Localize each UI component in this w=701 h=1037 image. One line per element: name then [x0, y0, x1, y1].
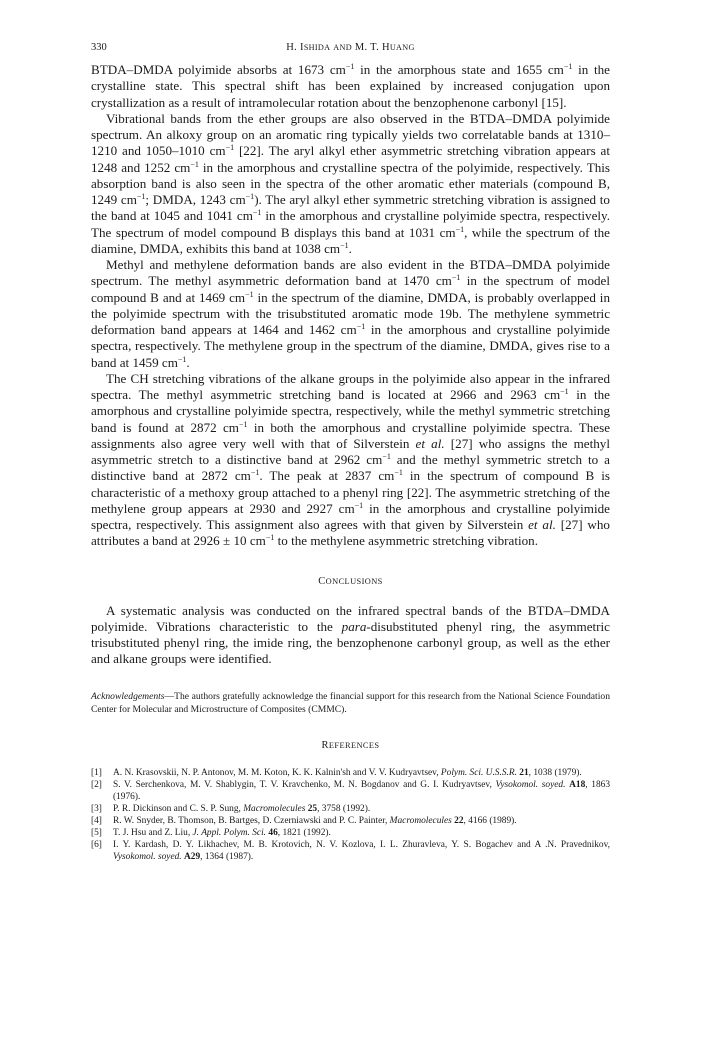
reference-text: T. J. Hsu and Z. Liu, J. Appl. Polym. Sci. 46, 1821 (1992).	[113, 827, 331, 838]
reference-item	[91, 827, 610, 839]
reference-number: [2]	[91, 779, 102, 790]
reference-list	[91, 767, 610, 863]
reference-number: [1]	[91, 767, 102, 778]
reference-number: [3]	[91, 803, 102, 814]
reference-item	[91, 779, 610, 803]
reference-text: S. V. Serchenkova, M. V. Shablygin, T. V. Kravchenko, M. N. Bogdanov and G. I. Kudryavtsev, Vysokomol. soyed. A18, 1863 (1976).	[113, 779, 611, 802]
reference-item	[91, 839, 610, 863]
reference-item	[91, 803, 610, 815]
acknowledgements: Acknowledgements—The authors gratefully acknowledge the financial support for this research from the National Science Foundation Center for Molecular and Microstructure of Composites (CMMC).	[91, 690, 610, 715]
reference-text: I. Y. Kardash, D. Y. Likhachev, M. B. Krotovich, N. V. Kozlova, I. L. Zhuravleva, Y. S. Bogachev and A .N. Pravednikov, Vysokomol. soyed. A29, 1364 (1987).	[113, 839, 610, 862]
conclusions-section	[91, 603, 610, 668]
paragraph: Methyl and methylene deformation bands are also evident in the BTDA–DMDA polyimide spectrum. The methyl asymmetric deformation band at 1470 $cm^{-1}$ in the spectrum of model compound B and at 1469 $cm^{-1}$ in the spectrum of the diamine, DMDA, is probably overlapped in the polyimide spectrum with the trisubstituted aromatic mode 19b. The methylene symmetric deformation band appears at 1464 and 1462 $cm^{-1}$ in the amorphous and crystalline polyimide spectra, respectively. The methylene group in the spectrum of the diamine, DMDA, gives rise to a band at 1459 $cm^{-1}$.	[91, 257, 610, 370]
paragraph: BTDA–DMDA polyimide absorbs at 1673 $cm^{-1}$ in the amorphous state and 1655 $cm^{-1}$ in the crystalline state. This spectral shift has been explained by increased conjugation upon crystallization as a result of intramolecular rotation about the benzophenone carbonyl [15].	[91, 62, 610, 110]
reference-text: P. R. Dickinson and C. S. P. Sung, Macromolecules 25, 3758 (1992).	[113, 803, 371, 814]
reference-number: [4]	[91, 815, 102, 826]
paragraph: Vibrational bands from the ether groups are also observed in the BTDA–DMDA polyimide spectrum. An alkoxy group on an aromatic ring typically yields two correlatable bands at 1310–1210 and 1050–1010 $cm^{-1}$ [22]. The aryl alkyl ether asymmetric stretching vibration appears at 1248 and 1252 $cm^{-1}$ in the amorphous and crystalline spectra of the polyimide, respectively. This absorption band is also seen in the spectra of the other aromatic ether materials (compound B, 1249 $cm^{-1}$; DMDA, 1243 $cm^{-1}$). The aryl alkyl ether symmetric stretching vibration is assigned to the band at 1045 and 1041 $cm^{-1}$ in the amorphous and crystalline polyimide spectra, respectively. The spectrum of model compound B displays this band at 1031 $cm^{-1}$, while the spectrum of the diamine, DMDA, exhibits this band at 1038 $cm^{-1}$.	[91, 110, 610, 256]
paragraph: The CH stretching vibrations of the alkane groups in the polyimide also appear in the infrared spectra. The methyl asymmetric stretching band is located at 2966 and 2963 $cm^{-1}$ in the amorphous and crystalline polyimide spectra, respectively, while the methyl symmetric stretching band is found at 2872 $cm^{-1}$ in both the amorphous and crystalline polyimide spectra. These assignments also agree very well with that of Silverstein et al. [27] who assigns the methyl asymmetric stretch to a distinctive band at 2962 $cm^{-1}$ and the methyl symmetric stretch to a distinctive band at 2872 $cm^{-1}$. The peak at 2837 $cm^{-1}$ in the spectrum of compound B is characteristic of a methoxy group attached to a phenyl ring [22]. The asymmetric stretching of the methylene group appears at 2930 and 2927 $cm^{-1}$ in the amorphous and crystalline polyimide spectra, respectively. This assignment also agrees with that given by Silverstein et al. [27] who attributes a band at 2926 ± 10 $cm^{-1}$ to the methylene asymmetric stretching vibration.	[91, 370, 610, 549]
references-heading: REFERENCES	[321, 739, 380, 751]
reference-text: R. W. Snyder, B. Thomson, B. Bartges, D. Czerniawski and P. C. Painter, Macromolecules 22, 4166 (1989).	[113, 815, 517, 826]
reference-item	[91, 767, 610, 779]
page-header	[91, 42, 610, 62]
page-number: 330	[91, 42, 107, 53]
conclusions-heading: CONCLUSIONS	[318, 575, 383, 587]
reference-text: A. N. Krasovskii, N. P. Antonov, M. M. Koton, K. K. Kalnin'sh and V. V. Kudryavtsev, Polym. Sci. U.S.S.R. 21, 1038 (1979).	[113, 767, 582, 778]
running-head: H. ISHIDA AND M. T. HUANG	[286, 42, 415, 53]
reference-item	[91, 815, 610, 827]
reference-number: [6]	[91, 839, 102, 850]
conclusions-paragraph: A systematic analysis was conducted on the infrared spectral bands of the BTDA–DMDA polyimide. Vibrations characteristic to the para-disubstituted phenyl ring, the asymmetric trisubstituted phenyl ring, the imide ring, the benzophenone carbonyl group, as well as the ether and alkane groups were identified.	[91, 602, 610, 667]
body-text	[91, 62, 610, 550]
journal-page	[91, 42, 610, 863]
reference-number: [5]	[91, 827, 102, 838]
